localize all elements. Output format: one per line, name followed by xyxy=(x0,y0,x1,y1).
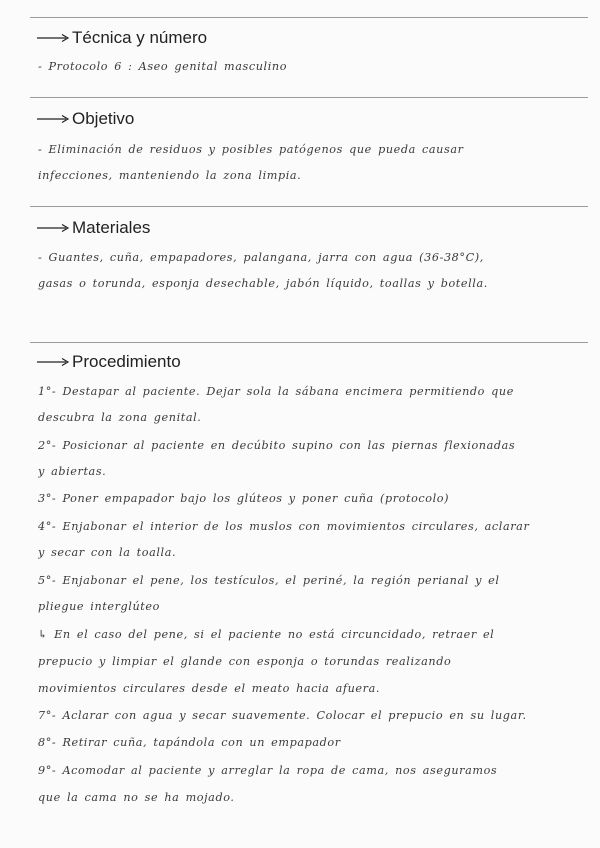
divider-top xyxy=(30,17,588,18)
right-arrow-icon xyxy=(36,222,70,234)
text-line: gasas o torunda, esponja desechable, jabón líquido, toallas y botella. xyxy=(38,277,488,290)
section-title: Técnica y número xyxy=(72,28,208,47)
step-line: 9°- Acomodar al paciente y arreglar la ropa de cama, nos aseguramos xyxy=(38,764,498,777)
section-title: Materiales xyxy=(72,218,151,237)
step-line: que la cama no se ha mojado. xyxy=(38,791,235,804)
step-line: movimientos circulares desde el meato hacia afuera. xyxy=(38,682,381,695)
right-arrow-icon xyxy=(36,356,70,368)
text-line: - Protocolo 6 : Aseo genital masculino xyxy=(38,60,288,73)
section-heading-materiales xyxy=(36,218,150,238)
section-heading-tecnica xyxy=(36,28,207,48)
divider-objetivo xyxy=(30,97,588,98)
text-line: - Guantes, cuña, empapadores, palangana, jarra con agua (36-38°C), xyxy=(38,251,484,264)
step-line: prepucio y limpiar el glande con esponja o torundas realizando xyxy=(38,655,452,668)
step-line: 8°- Retirar cuña, tapándola con un empapador xyxy=(38,736,341,749)
text-line: - Eliminación de residuos y posibles patógenos que pueda causar xyxy=(38,143,464,156)
text-line: infecciones, manteniendo la zona limpia. xyxy=(38,169,302,182)
step-line: descubra la zona genital. xyxy=(38,411,202,424)
step-line: 3°- Poner empapador bajo los glúteos y poner cuña (protocolo) xyxy=(38,492,450,505)
step-line: pliegue interglúteo xyxy=(38,600,160,613)
step-line: y secar con la toalla. xyxy=(38,546,177,559)
step-line: 2°- Posicionar al paciente en decúbito supino con las piernas flexionadas xyxy=(38,439,516,452)
step-line: 7°- Aclarar con agua y secar suavemente. Colocar el prepucio en su lugar. xyxy=(38,709,527,722)
section-heading-objetivo xyxy=(36,109,134,129)
section-title: Objetivo xyxy=(72,109,135,128)
section-heading-procedimiento xyxy=(36,352,181,372)
step-line: 4°- Enjabonar el interior de los muslos con movimientos circulares, aclarar xyxy=(38,520,530,533)
step-line: ↳ En el caso del pene, si el paciente no está circuncidado, retraer el xyxy=(38,628,495,641)
right-arrow-icon xyxy=(36,32,70,44)
divider-materiales xyxy=(30,206,588,207)
right-arrow-icon xyxy=(36,113,70,125)
divider-procedimiento xyxy=(30,342,588,343)
section-title: Procedimiento xyxy=(72,352,181,371)
step-line: 1°- Destapar al paciente. Dejar sola la sábana encimera permitiendo que xyxy=(38,385,514,398)
step-line: 5°- Enjabonar el pene, los testículos, el periné, la región perianal y el xyxy=(38,574,500,587)
step-line: y abiertas. xyxy=(38,465,107,478)
